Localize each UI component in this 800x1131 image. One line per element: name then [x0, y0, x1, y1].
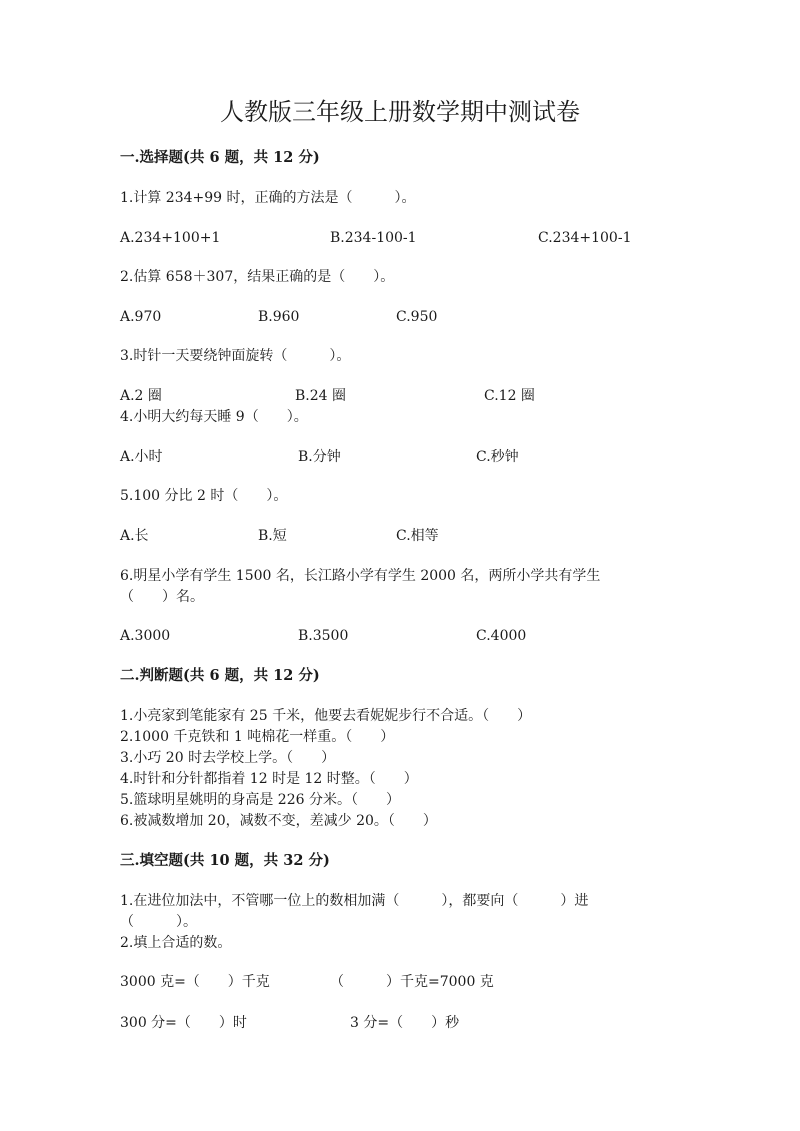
option-4c: C.秒钟: [476, 449, 519, 465]
option-1c: C.234+100-1: [538, 230, 632, 246]
option-2b: B.960: [258, 309, 300, 325]
option-3b: B.24 圈: [295, 388, 347, 404]
fill-blank-4: 3 分=（ ）秒: [350, 1015, 460, 1031]
fill-blank-2: （ ）千克=7000 克: [330, 974, 494, 990]
option-3a: A.2 圈: [120, 388, 162, 404]
judge-item-4: 4.时针和分针都指着 12 时是 12 时整。（ ）: [120, 771, 418, 787]
option-6a: A.3000: [120, 628, 171, 644]
option-3c: C.12 圈: [484, 388, 535, 404]
question-3: 3.时针一天要绕钟面旋转（ ）。: [120, 348, 351, 364]
fill-question-2: 2.填上合适的数。: [120, 935, 232, 951]
option-6c: C.4000: [476, 628, 527, 644]
option-5b: B.短: [258, 528, 287, 544]
judge-item-1: 1.小亮家到笔能家有 25 千米，他要去看妮妮步行不合适。（ ）: [120, 708, 532, 724]
judge-item-6: 6.被减数增加 20，减数不变，差减少 20。（ ）: [120, 813, 437, 829]
question-5: 5.100 分比 2 时（ ）。: [120, 488, 288, 504]
option-4a: A.小时: [120, 449, 163, 465]
option-2c: C.950: [396, 309, 438, 325]
question-1: 1.计算 234+99 时，正确的方法是（ ）。: [120, 190, 416, 206]
option-1b: B.234-100-1: [330, 230, 417, 246]
option-6b: B.3500: [298, 628, 349, 644]
option-5c: C.相等: [396, 528, 439, 544]
question-2: 2.估算 658＋307，结果正确的是（ ）。: [120, 269, 395, 285]
judge-item-3: 3.小巧 20 时去学校上学。（ ）: [120, 750, 336, 766]
question-4: 4.小明大约每天睡 9（ ）。: [120, 409, 308, 425]
option-2a: A.970: [120, 309, 162, 325]
question-6: 6.明星小学有学生 1500 名，长江路小学有学生 2000 名，两所小学共有学生: [120, 568, 601, 584]
fill-blank-3: 300 分=（ ）时: [120, 1015, 247, 1031]
section-heading-choice: 一.选择题(共 6 题，共 12 分): [120, 149, 320, 166]
page-title: 人教版三年级上册数学期中测试卷: [220, 98, 580, 126]
option-1a: A.234+100+1: [120, 230, 221, 246]
fill-question-1: 1.在进位加法中，不管哪一位上的数相加满（ ），都要向（ ）进: [120, 893, 589, 909]
question-6-cont: （ ）名。: [120, 589, 204, 605]
judge-item-5: 5.篮球明星姚明的身高是 226 分米。（ ）: [120, 792, 400, 808]
fill-question-1-cont: （ ）。: [120, 914, 197, 930]
option-5a: A.长: [120, 528, 149, 544]
fill-blank-1: 3000 克=（ ）千克: [120, 974, 270, 990]
section-heading-judge: 二.判断题(共 6 题，共 12 分): [120, 667, 320, 684]
option-4b: B.分钟: [298, 449, 341, 465]
section-heading-fill: 三.填空题(共 10 题，共 32 分): [120, 852, 330, 869]
judge-item-2: 2.1000 千克铁和 1 吨棉花一样重。（ ）: [120, 729, 395, 745]
